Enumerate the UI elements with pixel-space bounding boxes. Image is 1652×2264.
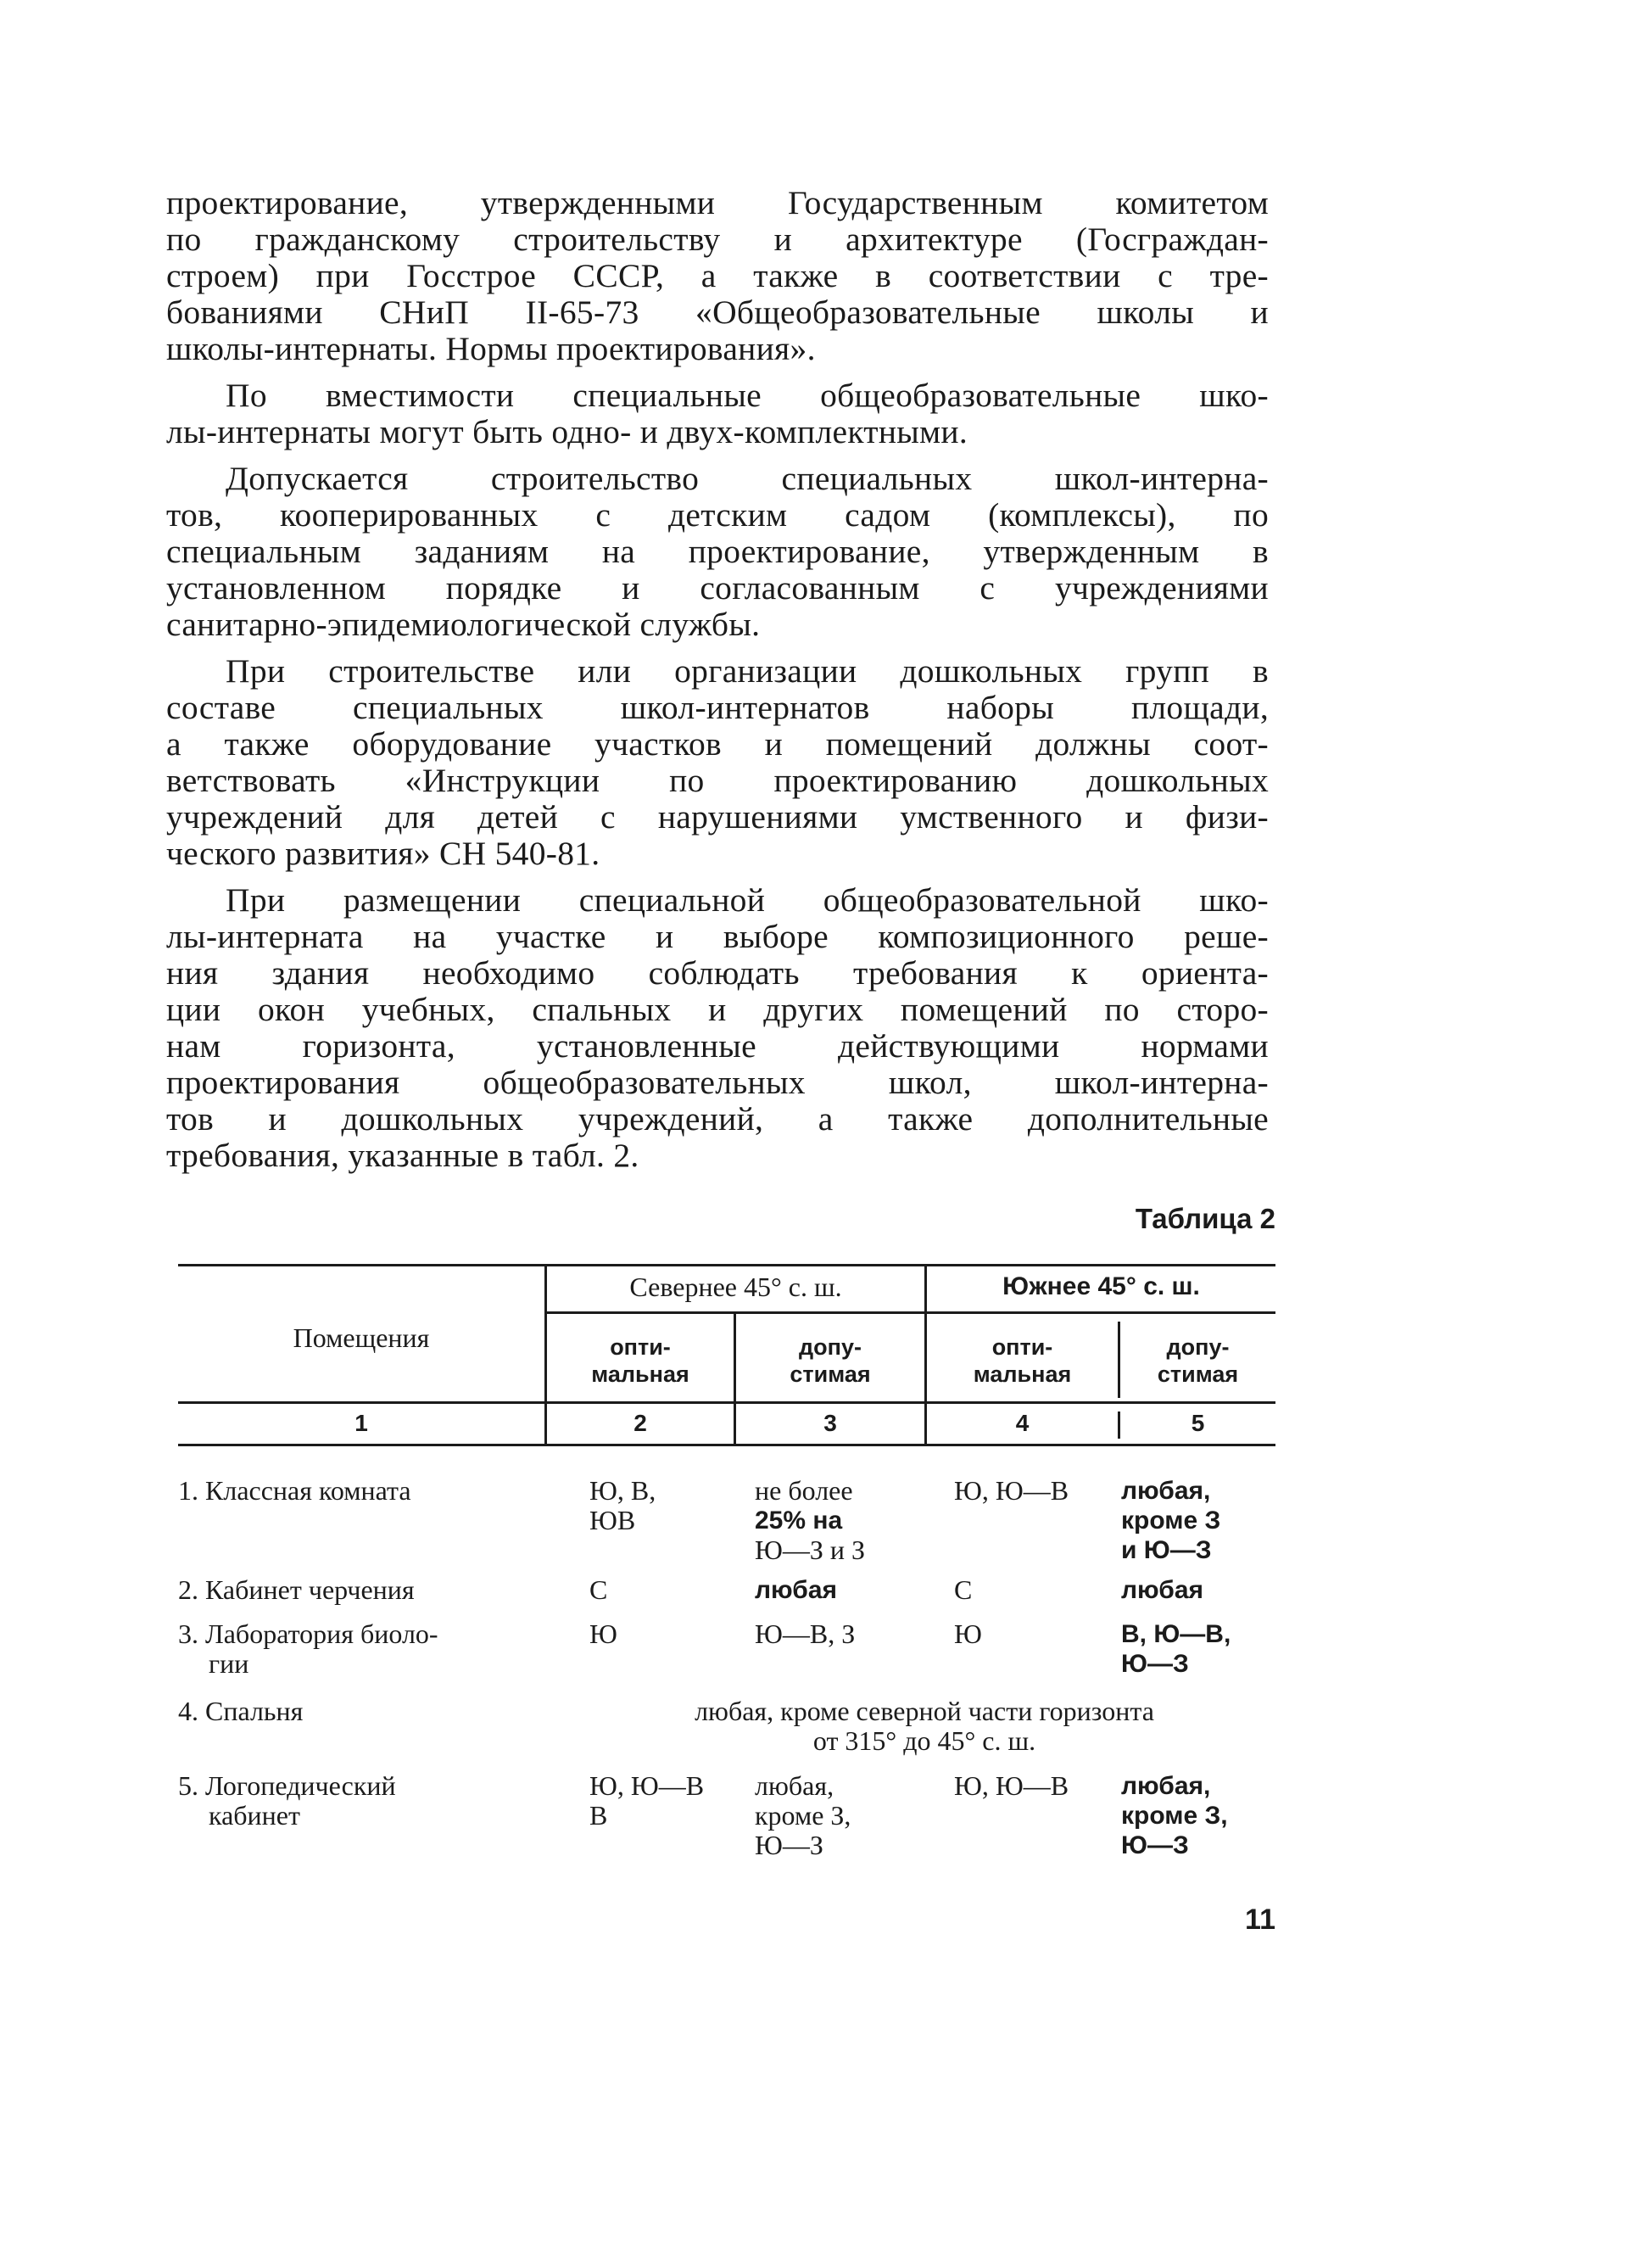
text-line: При размещении специальной общеобразовательной шко- xyxy=(226,881,1269,919)
header-optimal: опти- мальная xyxy=(973,1334,1072,1387)
paragraph xyxy=(166,185,1269,367)
text-line: санитарно-эпидемиологической службы. xyxy=(166,606,761,643)
text-line: школы-интернаты. Нормы проектирования». xyxy=(166,330,816,367)
text-line: составе специальных школ-интернатов наборы площади, xyxy=(166,689,1269,726)
header-rooms: Помещения xyxy=(293,1322,430,1353)
text-line: нам горизонта, установленные действующими нормами xyxy=(166,1027,1269,1065)
table-cell: Ю—В, З xyxy=(755,1618,856,1649)
text-line: ветствовать «Инструкции по проектированию дошкольных xyxy=(166,762,1269,799)
text-line: проектирования общеобразовательных школ, школ-интерна- xyxy=(166,1064,1269,1101)
paragraph xyxy=(166,653,1269,872)
header-optimal: опти- мальная xyxy=(591,1334,689,1387)
table-cell: С xyxy=(589,1574,608,1605)
header-allowed: допу- стимая xyxy=(1157,1334,1239,1387)
room-name: 2. Кабинет черчения xyxy=(178,1574,415,1605)
table-span-cell: любая, кроме северной части горизонта от 315° до 45° с. ш. xyxy=(695,1696,1154,1756)
body-text xyxy=(166,185,1269,1174)
paragraph xyxy=(166,461,1269,643)
text-line: строем) при Госстрое СССР, а также в соответствии с тре- xyxy=(166,257,1269,294)
text-line: По вместимости специальные общеобразовательные шко- xyxy=(226,377,1269,414)
table-cell: Ю, В, ЮВ xyxy=(589,1475,656,1535)
table-cell: Ю, Ю—В xyxy=(954,1770,1069,1801)
table-caption: Таблица 2 xyxy=(1135,1203,1275,1234)
table-cell: любая xyxy=(755,1576,838,1604)
table-cell: Ю xyxy=(954,1618,982,1649)
text-line: учреждений для детей с нарушениями умственного и физи- xyxy=(166,798,1269,836)
header-allowed: допу- стимая xyxy=(790,1334,871,1387)
table-cell: В, Ю—В, Ю—З xyxy=(1121,1620,1231,1678)
text-line: ния здания необходимо соблюдать требования к ориента- xyxy=(166,954,1269,992)
header-subrule xyxy=(546,1311,1275,1314)
room-name: 5. Логопедический кабинет xyxy=(178,1770,396,1831)
header-south: Южнее 45° с. ш. xyxy=(1002,1272,1200,1300)
paragraph xyxy=(166,882,1269,1174)
table-cell: любая, кроме З, Ю—З xyxy=(755,1770,851,1860)
column-number: 3 xyxy=(823,1410,837,1436)
text-line: специальным заданиям на проектирование, утвержденным в xyxy=(166,533,1269,570)
table-cell: Ю, Ю—В xyxy=(954,1475,1069,1506)
text-line: При строительстве или организации дошкольных групп в xyxy=(226,652,1269,690)
text-line: бованиями СНиП II-65-73 «Общеобразовательные школы и xyxy=(166,293,1269,331)
table-cell: Ю, Ю—В В xyxy=(589,1770,705,1831)
text-line: требования, указанные в табл. 2. xyxy=(166,1137,639,1174)
text-line: ческого развития» СН 540-81. xyxy=(166,835,600,872)
column-number: 4 xyxy=(1015,1410,1030,1436)
column-number: 1 xyxy=(354,1410,368,1436)
table-cell: любая xyxy=(1121,1576,1204,1604)
text-line: а также оборудование участков и помещений должны соот- xyxy=(166,725,1269,763)
text-line: тов, кооперированных с детским садом (комплексы), по xyxy=(166,496,1269,534)
column-number-rule xyxy=(178,1444,1275,1446)
page-number: 11 xyxy=(1245,1903,1275,1936)
header-north: Севернее 45° с. ш. xyxy=(629,1272,842,1302)
table-cell: не более 25% на Ю—З и З xyxy=(755,1475,866,1565)
text-line: Допускается строительство специальных школ-интерна- xyxy=(226,460,1269,497)
paragraph xyxy=(166,377,1269,450)
text-line: ции окон учебных, спальных и других помещений по сторо- xyxy=(166,991,1269,1028)
column-number: 2 xyxy=(633,1410,647,1436)
header-rule xyxy=(178,1401,1275,1404)
table-cell: С xyxy=(954,1574,973,1605)
text-line: проектирование, утвержденными Государственным комитетом xyxy=(166,184,1269,221)
room-name: 3. Лаборатория биоло- гии xyxy=(178,1618,438,1679)
text-line: по гражданскому строительству и архитектуре (Госграждан- xyxy=(166,221,1269,258)
text-line: установленном порядке и согласованным с учреждениями xyxy=(166,569,1269,607)
table-top-rule xyxy=(178,1264,1275,1266)
column-number: 5 xyxy=(1191,1410,1205,1436)
table-cell: любая, кроме З, Ю—З xyxy=(1121,1772,1228,1859)
text-line: лы-интернаты могут быть одно- и двух-комплектными. xyxy=(166,413,968,450)
table-cell: любая, кроме З и Ю—З xyxy=(1121,1477,1221,1564)
table-cell: Ю xyxy=(589,1618,617,1649)
text-line: лы-интерната на участке и выборе композиционного реше- xyxy=(166,918,1269,955)
text-line: тов и дошкольных учреждений, а также дополнительные xyxy=(166,1100,1269,1138)
room-name: 1. Классная комната xyxy=(178,1475,411,1506)
room-name: 4. Спальня xyxy=(178,1696,304,1726)
